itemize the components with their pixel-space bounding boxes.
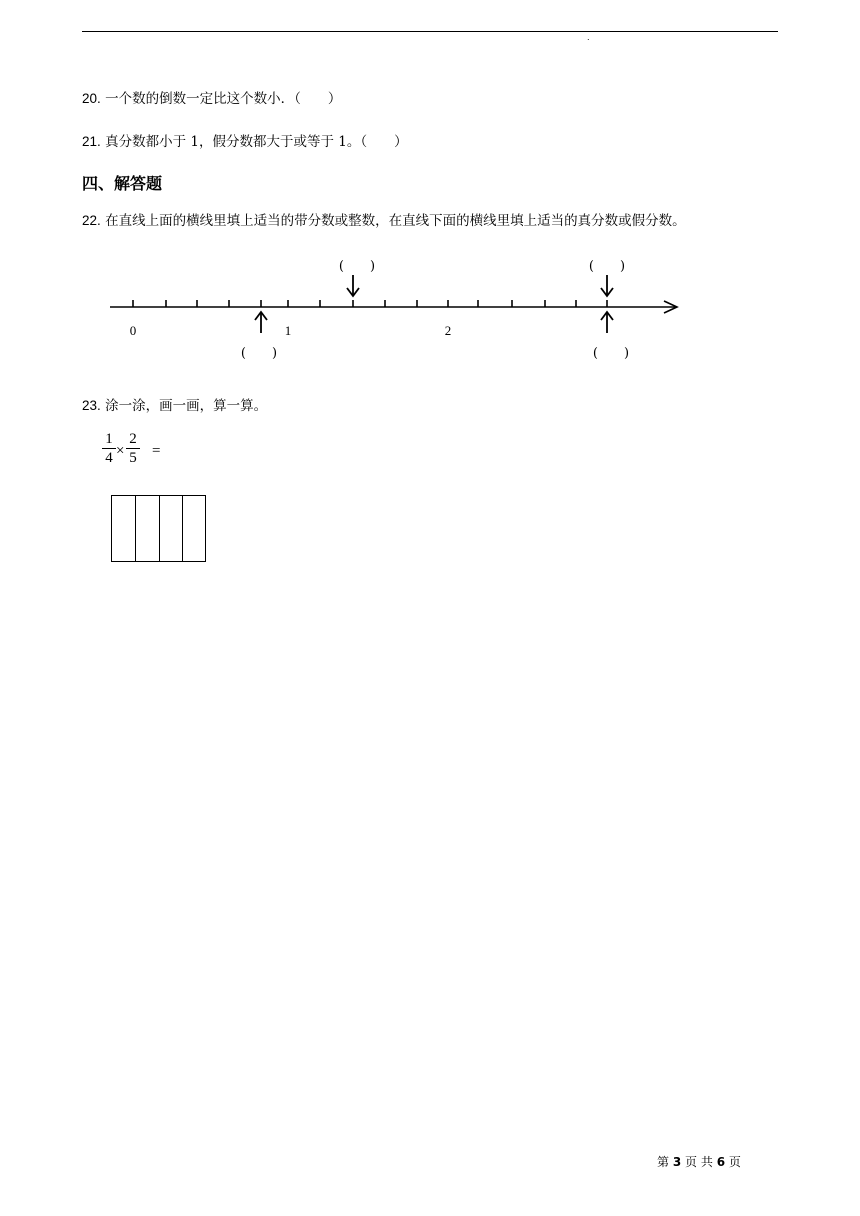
rectangle-divider (182, 496, 183, 561)
up-arrow-icon (255, 312, 267, 333)
fraction-one-quarter (102, 431, 116, 466)
question-text: 在直线上面的横线里填上适当的带分数或整数，在直线下面的横线里填上适当的真分数或假分数。 (105, 213, 686, 229)
total-pages: 6 (716, 1155, 726, 1169)
question-21 (82, 133, 408, 151)
fraction-bar (126, 448, 140, 449)
down-arrow-icon (601, 275, 613, 296)
numerator: 2 (129, 431, 137, 447)
up-arrow-icon (601, 312, 613, 333)
answer-blank-top-right: ( ) (588, 259, 626, 274)
question-number: 21. (82, 134, 101, 149)
footer-prefix: 第 (657, 1155, 670, 1169)
question-20 (82, 90, 341, 108)
footer-mid: 页 共 (685, 1155, 713, 1169)
question-22 (82, 212, 686, 230)
question-text: 涂一涂，画一画，算一算。 (105, 398, 268, 414)
header-rule (82, 31, 778, 32)
fraction-two-fifths (126, 431, 140, 466)
equals-sign: = (152, 443, 161, 459)
section-heading: 四、解答题 (82, 174, 163, 193)
numerator: 1 (105, 431, 113, 447)
footer-suffix: 页 (728, 1155, 741, 1169)
question-23 (82, 397, 267, 415)
number-line-figure (0, 250, 860, 370)
answer-blank-bottom-left: ( ) (240, 346, 278, 361)
label-0: 0 (129, 323, 137, 338)
answer-blank-bottom-right: ( ) (592, 346, 630, 361)
header-dot: . (587, 33, 590, 42)
fraction-bar (102, 448, 116, 449)
denominator: 4 (105, 450, 113, 466)
page-footer (657, 1153, 741, 1170)
tick-marks (133, 300, 607, 307)
question-number: 22. (82, 213, 101, 228)
question-text: 真分数都小于 1，假分数都大于或等于 1。（ ） (105, 134, 408, 150)
question-number: 23. (82, 398, 101, 413)
question-number: 20. (82, 91, 101, 106)
current-page-number: 3 (672, 1155, 682, 1169)
rectangle-divider (135, 496, 136, 561)
rectangle-divider (159, 496, 160, 561)
label-1: 1 (284, 323, 292, 338)
answer-blank-top-left: ( ) (338, 259, 376, 274)
question-text: 一个数的倒数一定比这个数小．（ ） (105, 91, 342, 107)
times-sign: × (116, 443, 125, 459)
fraction-drawing-rectangle[interactable] (111, 495, 206, 562)
down-arrow-icon (347, 275, 359, 296)
label-2: 2 (444, 323, 452, 338)
denominator: 5 (129, 450, 137, 466)
